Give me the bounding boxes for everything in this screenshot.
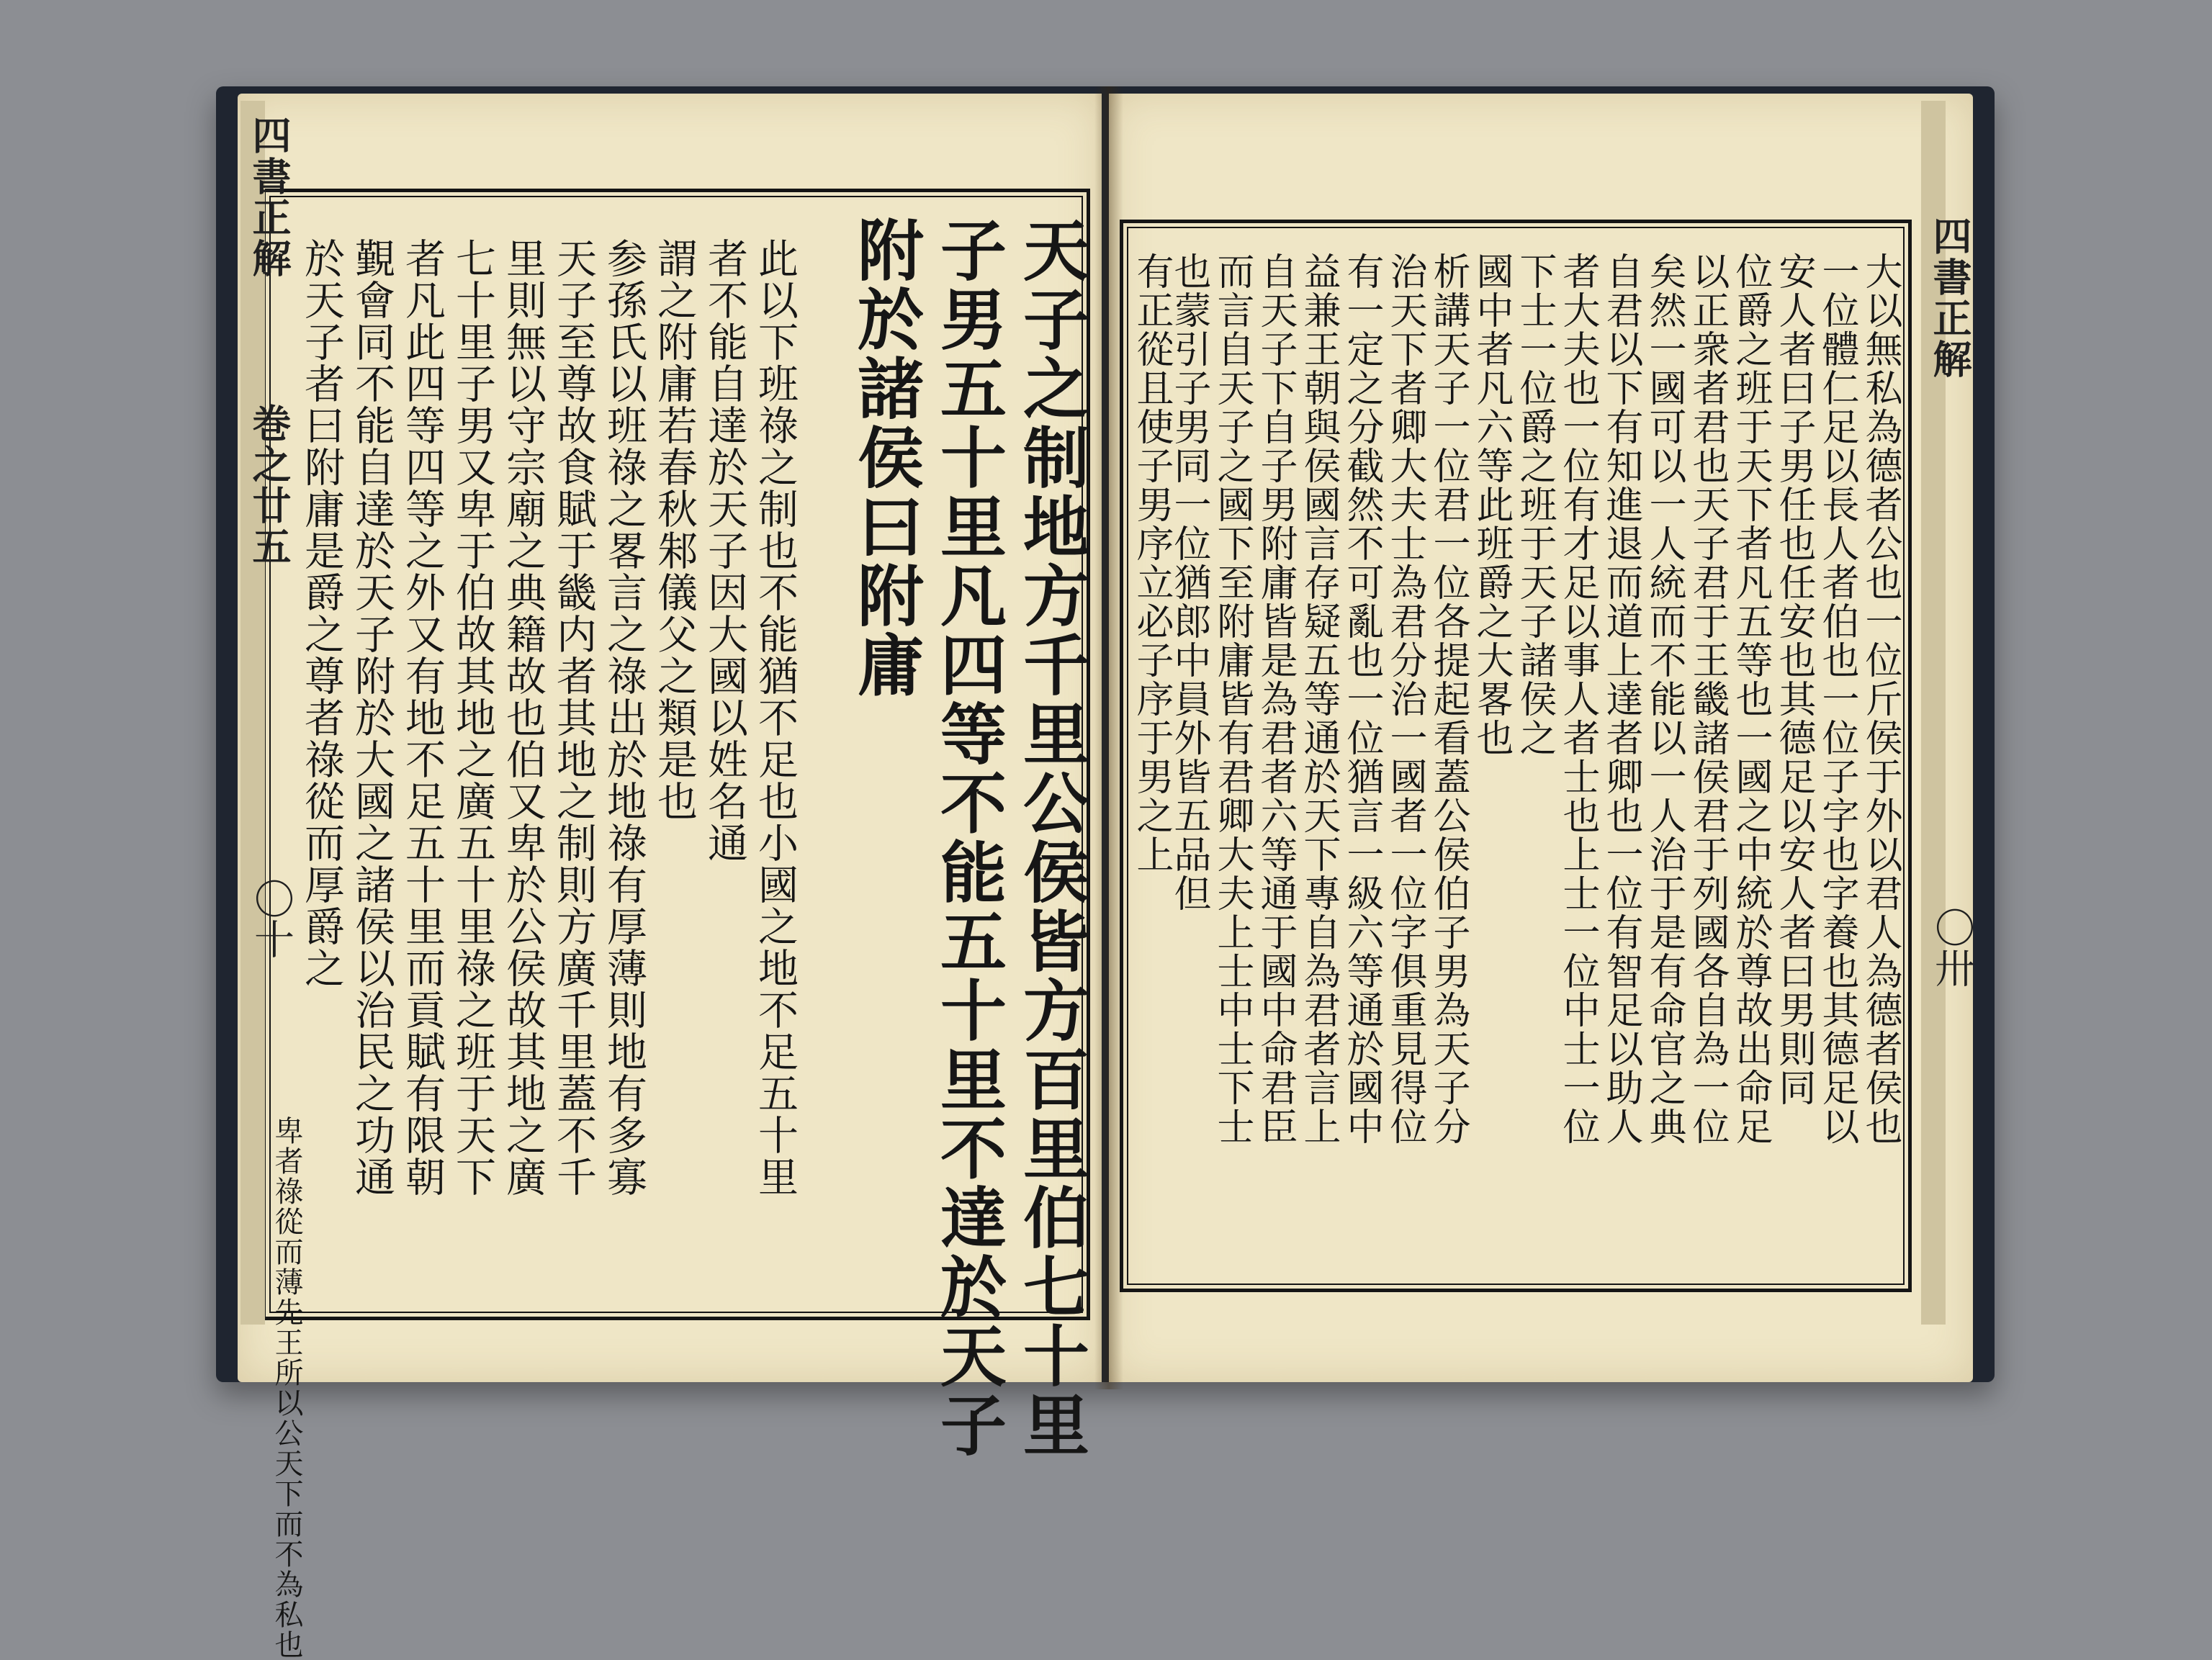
commentary-column: 而言自天子之國下至附庸皆有君卿大夫上士中士下士 (1210, 252, 1254, 1146)
commentary-column: 者大夫也一位有才足以事人者士也上士一位中士一位 (1556, 252, 1599, 1146)
commentary-column: 析講天子一位君一位各提起看蓋公侯伯子男為天子分 (1426, 252, 1470, 1146)
commentary-column: 里則無以守宗廟之典籍故也伯又卑於公侯故其地之廣 (500, 238, 547, 1198)
commentary-column: 有正從且使子男序立必子序于男之上 (1130, 252, 1173, 874)
right-page-number: 〇卅 (1928, 907, 1975, 988)
commentary-column: 以正衆者君也天子君于王畿諸侯君于列國各自為一位 (1686, 252, 1729, 1146)
left-margin-strip (240, 101, 265, 1325)
left-page-number: 〇十 (248, 878, 295, 959)
commentary-column: 益兼王朝與侯國言存疑五等通於天下專自為君者言上 (1297, 252, 1340, 1146)
commentary-column: 謂之附庸若春秋邾儀父之類是也 (651, 238, 698, 822)
commentary-column: 治天下者卿大夫士為君分治一國者一位字俱重見得位 (1383, 252, 1426, 1146)
commentary-column: 参孫氏以班祿之畧言之祿出於地祿有厚薄則地有多寡 (601, 238, 647, 1198)
commentary-column: 七十里子男又卑于伯故其地之廣五十里祿之班于天下 (449, 238, 496, 1198)
commentary-column: 位爵之班于天下者凡五等也一國之中統於尊故出命足 (1729, 252, 1772, 1146)
commentary-column: 也蒙引子男同一位猶郎中員外皆五品但 (1167, 252, 1210, 913)
commentary-column: 此以下班祿之制也不能猶不足也小國之地不足五十里 (752, 238, 799, 1198)
commentary-column: 國中者凡六等此班爵之大畧也 (1470, 252, 1513, 757)
right-margin-title: 四書正解 (1927, 216, 1973, 380)
commentary-column: 覲會同不能自達於天子附於大國之諸侯以治民之功通 (349, 238, 395, 1198)
commentary-column: 下士一位爵之班于天子諸侯之 (1513, 252, 1556, 757)
commentary-column: 矣然一國可以一人統而不能以一人治于是有命官之典 (1642, 252, 1686, 1146)
commentary-column: 卑者祿從而薄先王所以公天下而不為私也 (270, 1116, 303, 1660)
commentary-column: 自君以下有知進退而道上達者卿也一位有智足以助人 (1599, 252, 1642, 1146)
commentary-column: 安人者曰子男任也任安也其德足以安人者曰男則同 (1772, 252, 1815, 1107)
left-volume-label: 巻之廿五 (246, 403, 292, 567)
commentary-column: 有一定之分截然不可亂也一位猶言一級六等通於國中 (1340, 252, 1383, 1146)
left-margin-title: 四書正解 (246, 115, 292, 279)
commentary-column: 天子至尊故食賦于畿内者其地之制則方廣千里蓋不千 (550, 238, 597, 1198)
main-text-column: 子男五十里凡四等不能五十里不達於天子 (930, 216, 1007, 1460)
commentary-column: 一位體仁足以長人者伯也一位子字也字養也其德足以 (1815, 252, 1858, 1146)
commentary-column: 於天子者曰附庸是爵之尊者祿從而厚爵之 (298, 238, 345, 989)
main-text-column: 天子之制地方千里公侯皆方百里伯七十里 (1012, 216, 1090, 1460)
main-text-column: 附於諸侯曰附庸 (847, 216, 925, 700)
commentary-column: 者不能自達於天子因大國以姓名通 (701, 238, 748, 864)
commentary-column: 自天子下自子男附庸皆是為君者六等通于國中命君臣 (1254, 252, 1297, 1146)
book-gutter (1094, 86, 1123, 1389)
commentary-column: 大以無私為德者公也一位斤侯于外以君人為德者侯也 (1858, 252, 1902, 1146)
commentary-column: 者凡此四等四等之外又有地不足五十里而貢賦有限朝 (399, 238, 446, 1198)
